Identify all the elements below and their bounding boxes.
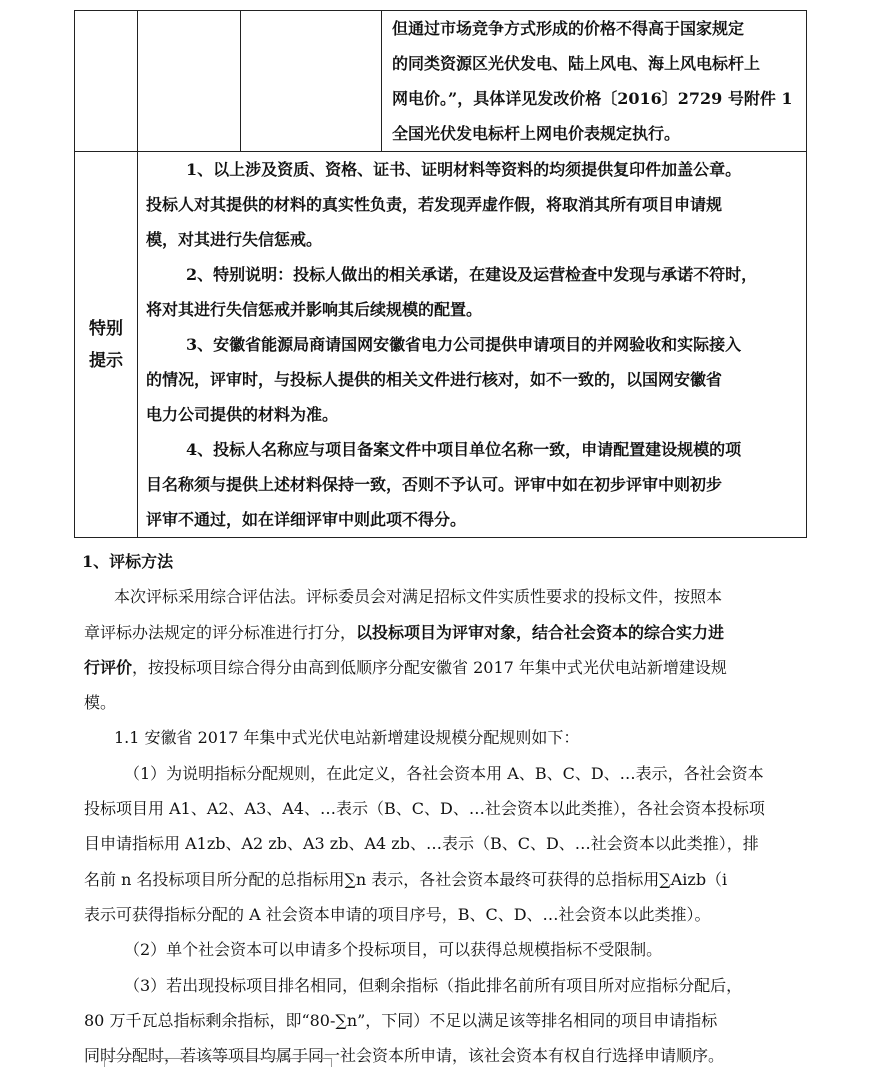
text-span: 章评标办法规定的评分标准进行打分，	[84, 622, 357, 642]
rule-heading: 1.1 安徽省 2017 年集中式光伏电站新增建设规模分配规则如下：	[114, 728, 580, 748]
table-cell-price-text	[382, 11, 807, 152]
notice-line: 模，对其进行失信惩戒。	[146, 230, 323, 249]
cell-line: 但通过市场竞争方式形成的价格不得高于国家规定	[392, 19, 745, 38]
cell-line: 的同类资源区光伏发电、陆上风电、海上风电标杆上	[392, 54, 761, 73]
paragraph-line: 投标项目用 A1、A2、A3、A4、…表示（B、C、D、…社会资本以此类推），各社会资本投标项	[84, 799, 765, 819]
label-line: 特别	[89, 318, 123, 339]
table-row-price	[75, 11, 807, 152]
evaluation-method-section	[84, 544, 814, 1073]
paragraph-line: （1）为说明指标分配规则，在此定义，各社会资本用 A、B、C、D、…表示，各社会资本	[124, 763, 764, 783]
notice-item-3: 3、安徽省能源局商请国网安徽省电力公司提供申请项目的并网验收和实际接入	[186, 335, 742, 354]
paragraph-line: 80 万千瓦总指标剩余指标，即“80-∑n”，下同）不足以满足该等排名相同的项目申请指标	[84, 1010, 718, 1030]
table-cell	[75, 11, 138, 152]
requirements-table	[74, 10, 807, 538]
table-row-special-notice	[75, 152, 807, 538]
cell-line: 全国光伏发电标杆上网电价表规定执行。	[392, 124, 681, 143]
paragraph-line: （2）单个社会资本可以申请多个投标项目，可以获得总规模指标不受限制。	[124, 940, 663, 960]
notice-item-4: 4、投标人名称应与项目备案文件中项目单位名称一致，申请配置建设规模的项	[186, 440, 742, 459]
paragraph-line: （3）若出现投标项目排名相同，但剩余指标（指此排名前所有项目所对应指标分配后，	[124, 975, 743, 995]
notice-line: 的情况，评审时，与投标人提供的相关文件进行核对，如不一致的，以国网安徽省	[146, 370, 723, 389]
notice-item-1: 1、以上涉及资质、资格、证书、证明材料等资料的均须提供复印件加盖公章。	[186, 160, 742, 179]
notice-line: 将对其进行失信惩戒并影响其后续规模的配置。	[146, 300, 483, 319]
paragraph-line: 表示可获得指标分配的 A 社会资本申请的项目序号，B、C、D、…社会资本以此类推）。	[84, 904, 711, 924]
cell-line: 网电价。”，具体详见发改价格〔2016〕2729 号附件 1	[392, 89, 793, 108]
paragraph-line: 模。	[84, 693, 117, 713]
label-line: 提示	[89, 350, 123, 371]
emphasis-span: 行评价	[84, 657, 133, 677]
table-cell	[138, 11, 241, 152]
paragraph-line	[84, 615, 814, 650]
paragraph-line: 本次评标采用综合评估法。评标委员会对满足招标文件实质性要求的投标文件，按照本	[114, 587, 723, 607]
notice-line: 目名称须与提供上述材料保持一致，否则不予认可。评审中如在初步评审中则初步	[146, 475, 723, 494]
notice-item-2: 2、特别说明：投标人做出的相关承诺，在建设及运营检查中发现与承诺不符时，	[186, 265, 758, 284]
notice-line: 电力公司提供的材料为准。	[146, 405, 339, 424]
paragraph-line: 名前 n 名投标项目所分配的总指标用∑n 表示，各社会资本最终可获得的总指标用∑Aizb（i	[84, 869, 728, 889]
notice-line: 投标人对其提供的材料的真实性负责，若发现弄虚作假，将取消其所有项目申请规	[146, 195, 723, 214]
notice-line: 评审不通过，如在详细评审中则此项不得分。	[146, 510, 467, 529]
paragraph-line: 同时分配时，若该等项目均属于同一社会资本所申请，该社会资本有权自行选择申请顺序。	[84, 1046, 725, 1066]
paragraph-line: 目申请指标用 A1zb、A2 zb、A3 zb、A4 zb、…表示（B、C、D、…社会资本以此类推），排	[84, 834, 759, 854]
special-notice-label	[75, 152, 138, 538]
next-table-top-edge	[104, 1058, 332, 1067]
special-notice-content	[138, 152, 807, 538]
emphasis-span: 以投标项目为评审对象，结合社会资本的综合实力进	[356, 622, 725, 642]
section-heading: 1、评标方法	[82, 552, 174, 571]
table-cell	[241, 11, 382, 152]
text-span: ，按投标项目综合得分由高到低顺序分配安徽省 2017 年集中式光伏电站新增建设规	[132, 657, 727, 677]
paragraph-line	[84, 650, 814, 685]
